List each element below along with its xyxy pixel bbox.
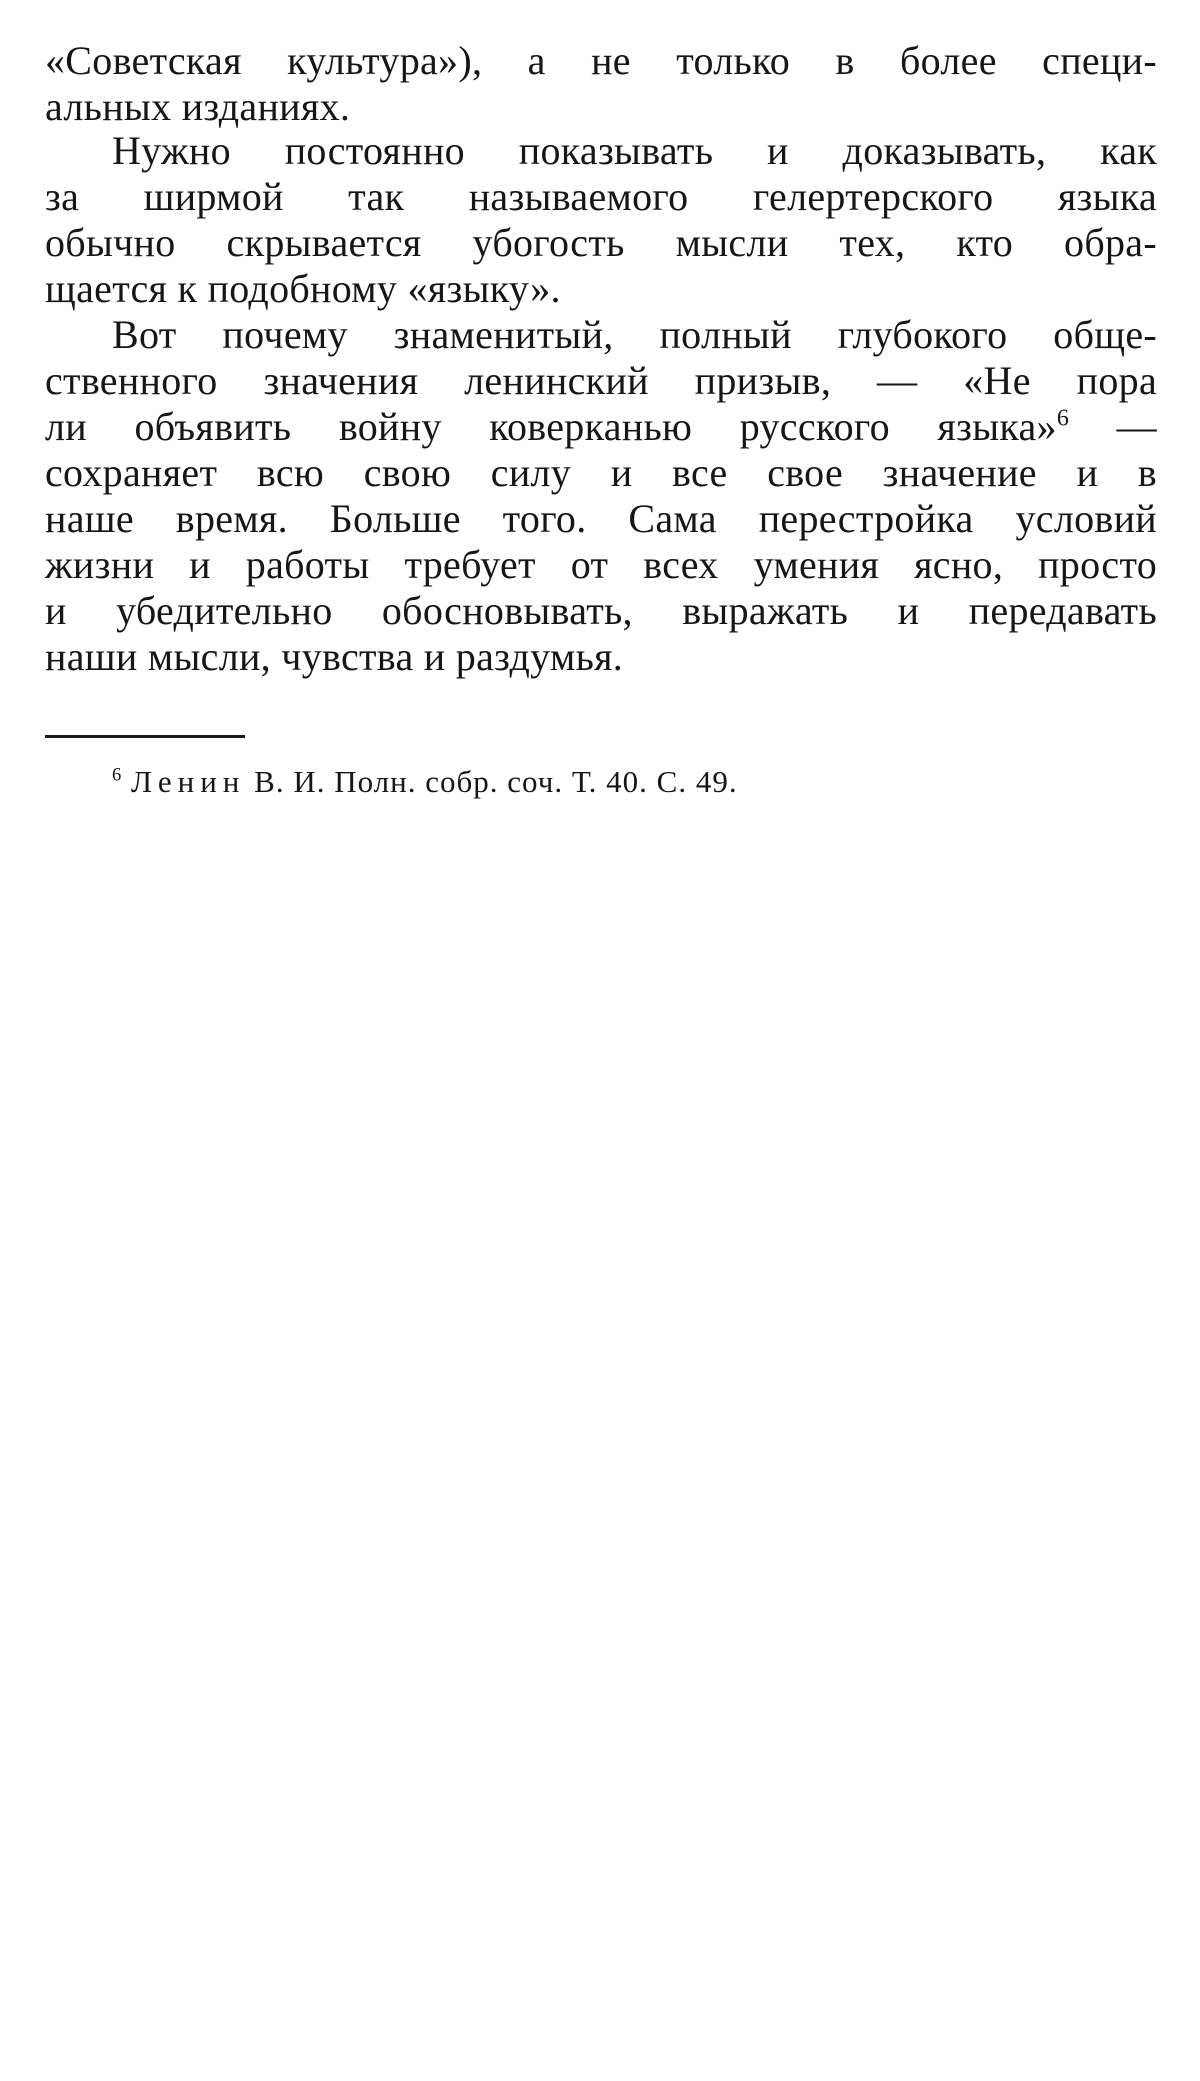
text-line: «Советская культура»), а не только в более специ-	[45, 38, 1157, 83]
text-line: сохраняет всю свою силу и все свое значение и в	[45, 450, 1157, 495]
text-line-with-footnote-ref	[45, 404, 1157, 450]
footnote-ref: 6	[1056, 405, 1070, 432]
footnote-divider	[45, 735, 245, 738]
text-line: наши мысли, чувства и раздумья.	[45, 634, 624, 679]
text-line: наше время. Больше того. Сама перестройка условий	[45, 496, 1157, 541]
text-fragment: ли объявить войну коверканью русского языка»	[45, 404, 1057, 449]
footnote-text: В. И. Полн. собр. соч. Т. 40. С. 49.	[245, 764, 738, 799]
footnote-author: Ленин	[131, 764, 246, 799]
text-line: Вот почему знаменитый, полный глубокого обще-	[112, 312, 1157, 357]
text-line: обычно скрывается убогость мысли тех, кто обра-	[45, 220, 1157, 265]
text-line: жизни и работы требует от всех умения ясно, просто	[45, 542, 1157, 587]
text-line: и убедительно обосновывать, выражать и передавать	[45, 588, 1157, 633]
text-line: за ширмой так называемого гелертерского языка	[45, 174, 1157, 219]
footnote-number: 6	[112, 764, 123, 786]
footnote	[112, 762, 738, 802]
text-line: щается к подобному «языку».	[45, 266, 561, 311]
text-line: Нужно постоянно показывать и доказывать, как	[112, 128, 1157, 173]
text-line: альных изданиях.	[45, 84, 351, 129]
text-line: ственного значения ленинский призыв, — «Не пора	[45, 358, 1157, 403]
text-fragment: —	[1069, 404, 1157, 449]
